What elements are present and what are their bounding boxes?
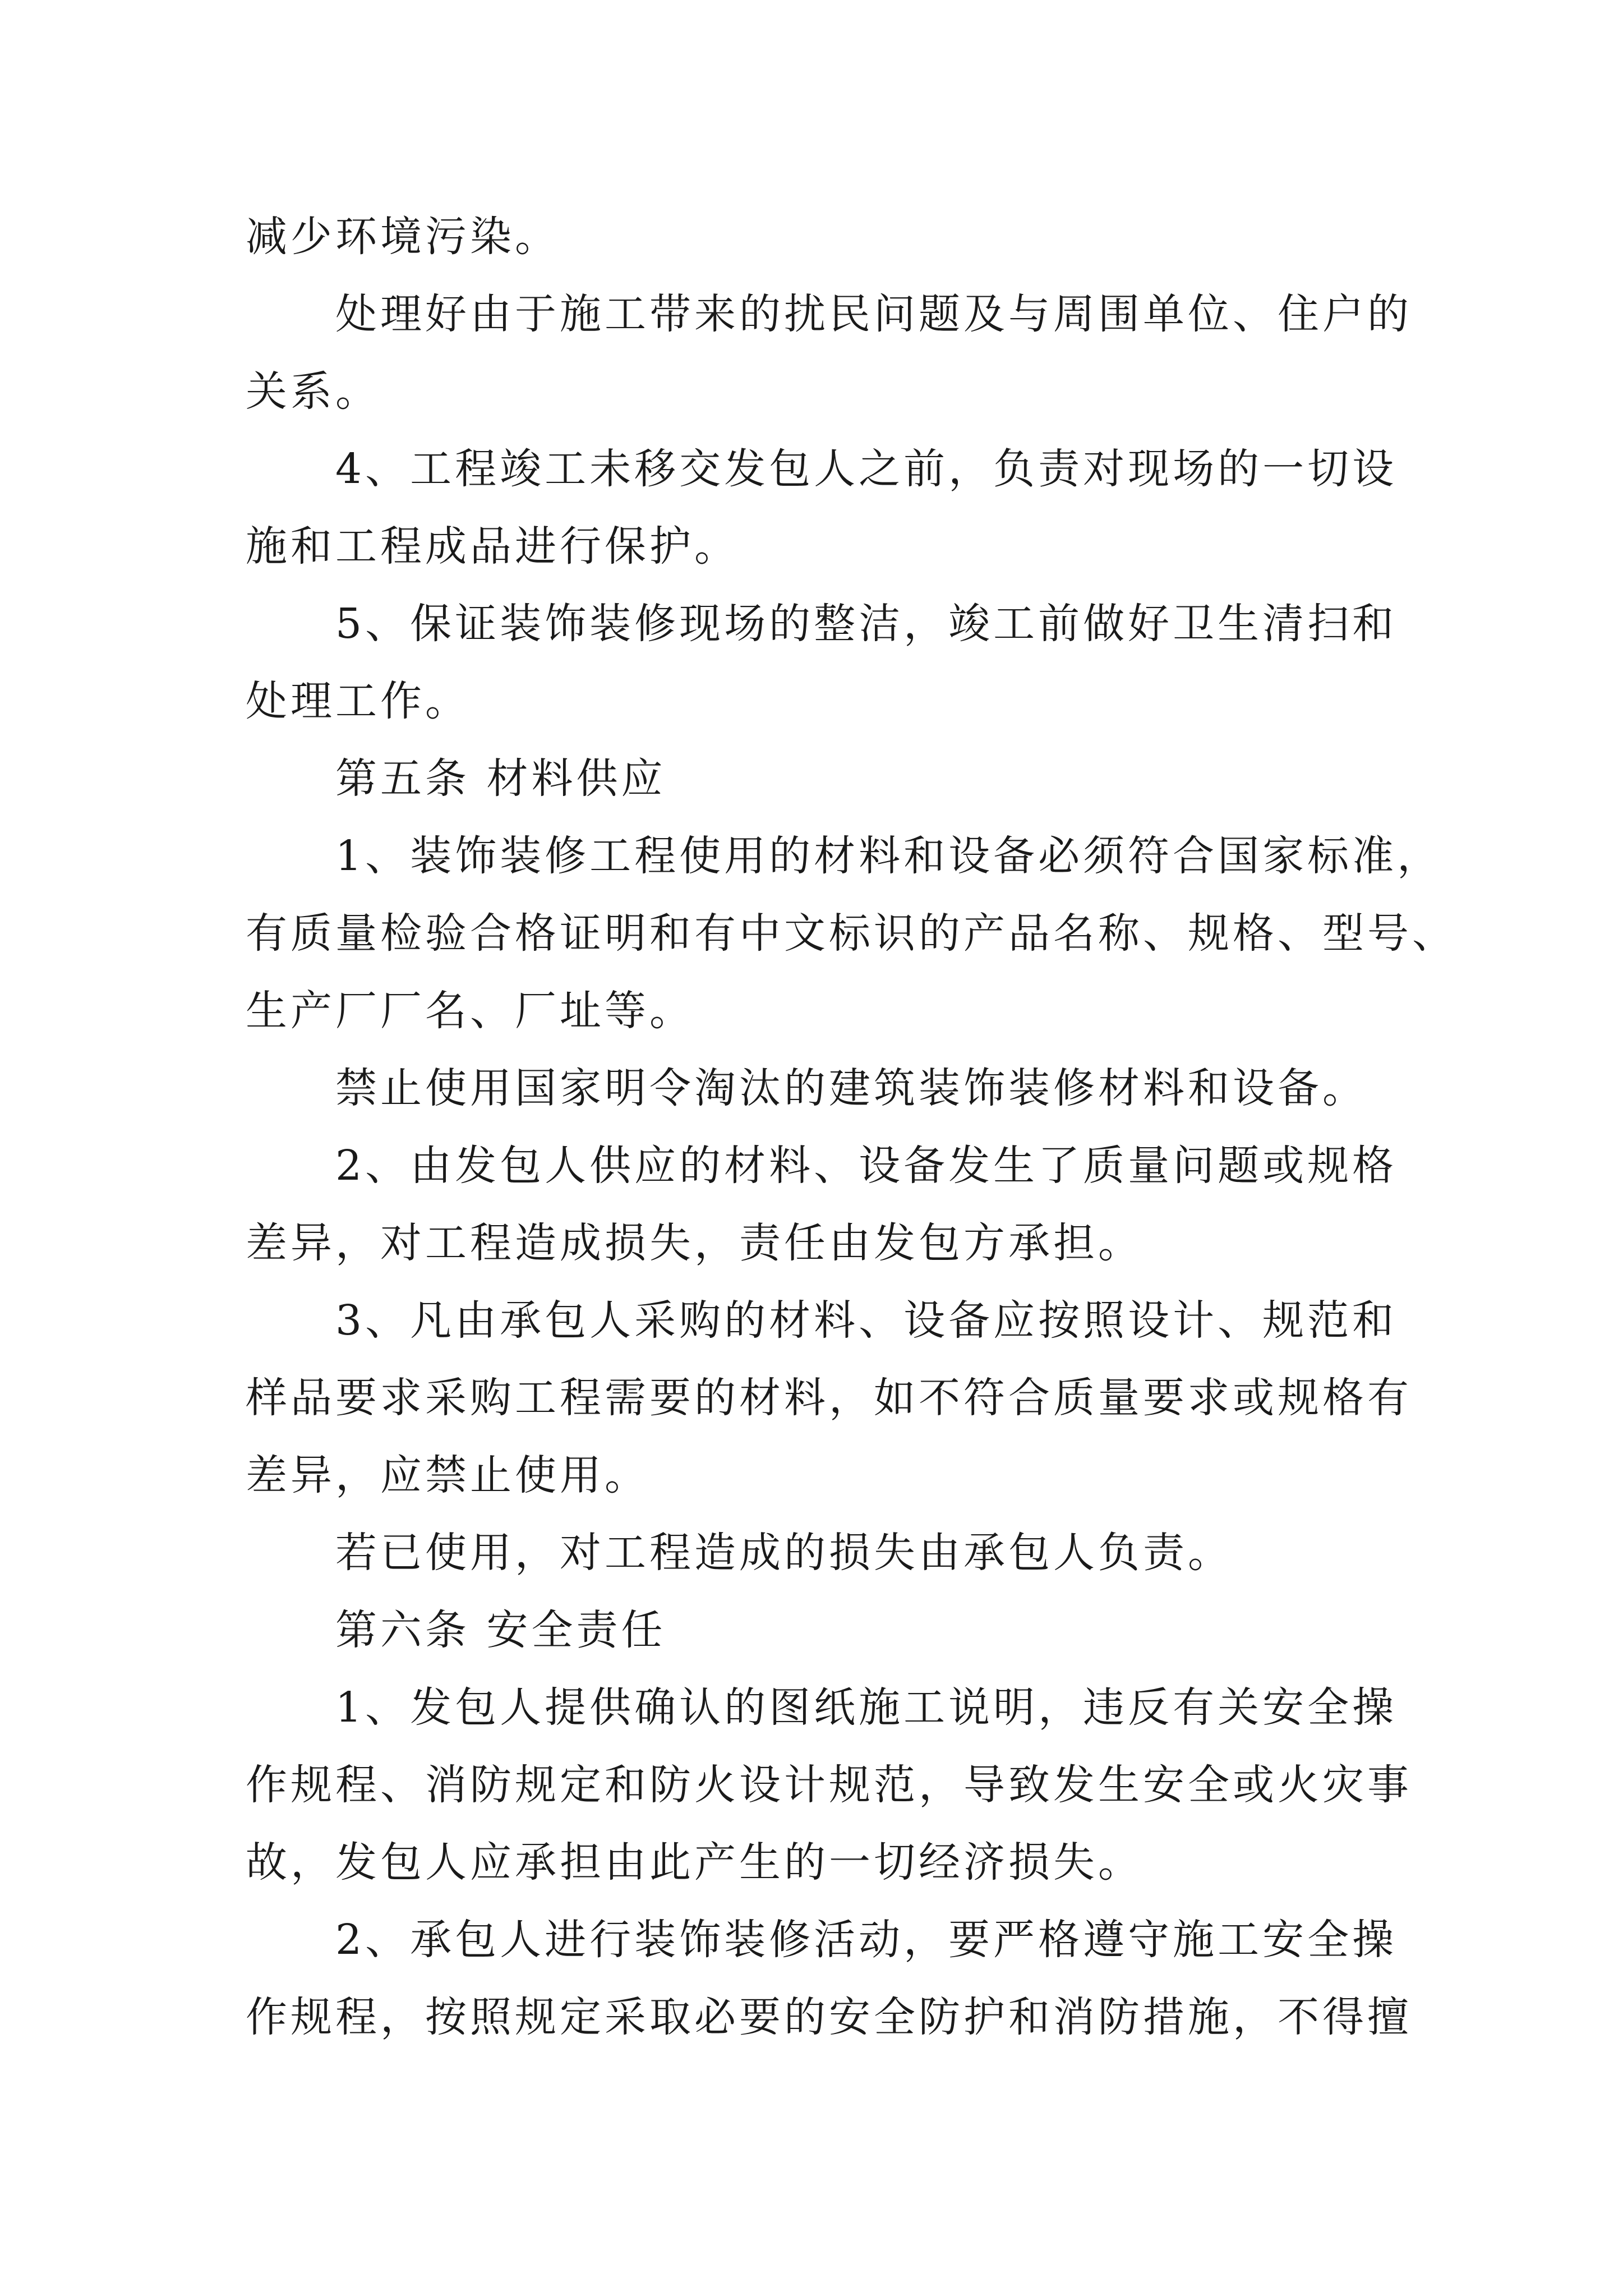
section-heading: 第六条 安全责任 (335, 1606, 666, 1654)
text-line: 减少环境污染。 (246, 213, 560, 261)
text-line: 差异，应禁止使用。 (246, 1451, 649, 1499)
paragraph-line: 禁止使用国家明令淘汰的建筑装饰装修材料和设备。 (335, 1064, 1367, 1112)
paragraph-line: 2、由发包人供应的材料、设备发生了质量问题或规格 (335, 1142, 1398, 1190)
section-heading: 第五条 材料供应 (335, 754, 666, 803)
text-line: 关系。 (246, 367, 380, 416)
paragraph-line: 4、工程竣工未移交发包人之前，负责对现场的一切设 (335, 445, 1398, 493)
text-line: 故，发包人应承担由此产生的一切经济损失。 (246, 1838, 1143, 1887)
paragraph-line: 3、凡由承包人采购的材料、设备应按照设计、规范和 (335, 1296, 1398, 1345)
text-line: 差异，对工程造成损失，责任由发包方承担。 (246, 1219, 1143, 1267)
text-line: 样品要求采购工程需要的材料，如不符合质量要求或规格有 (246, 1374, 1412, 1422)
paragraph-line: 处理好由于施工带来的扰民问题及与周围单位、住户的 (335, 290, 1412, 338)
text-line: 施和工程成品进行保护。 (246, 522, 739, 570)
text-line: 处理工作。 (246, 677, 470, 725)
paragraph-line: 1、装饰装修工程使用的材料和设备必须符合国家标准， (335, 832, 1442, 880)
paragraph-line: 若已使用，对工程造成的损失由承包人负责。 (335, 1529, 1233, 1577)
paragraph-line: 1、发包人提供确认的图纸施工说明，违反有关安全操 (335, 1683, 1398, 1732)
paragraph-line: 5、保证装饰装修现场的整洁，竣工前做好卫生清扫和 (335, 600, 1398, 648)
text-line: 作规程、消防规定和防火设计规范，导致发生安全或火灾事 (246, 1761, 1412, 1809)
text-line: 有质量检验合格证明和有中文标识的产品名称、规格、型号、 (246, 909, 1457, 958)
paragraph-line: 2、承包人进行装饰装修活动，要严格遵守施工安全操 (335, 1916, 1398, 1964)
text-line: 作规程，按照规定采取必要的安全防护和消防措施，不得擅 (246, 1993, 1412, 2041)
text-line: 生产厂厂名、厂址等。 (246, 987, 694, 1035)
